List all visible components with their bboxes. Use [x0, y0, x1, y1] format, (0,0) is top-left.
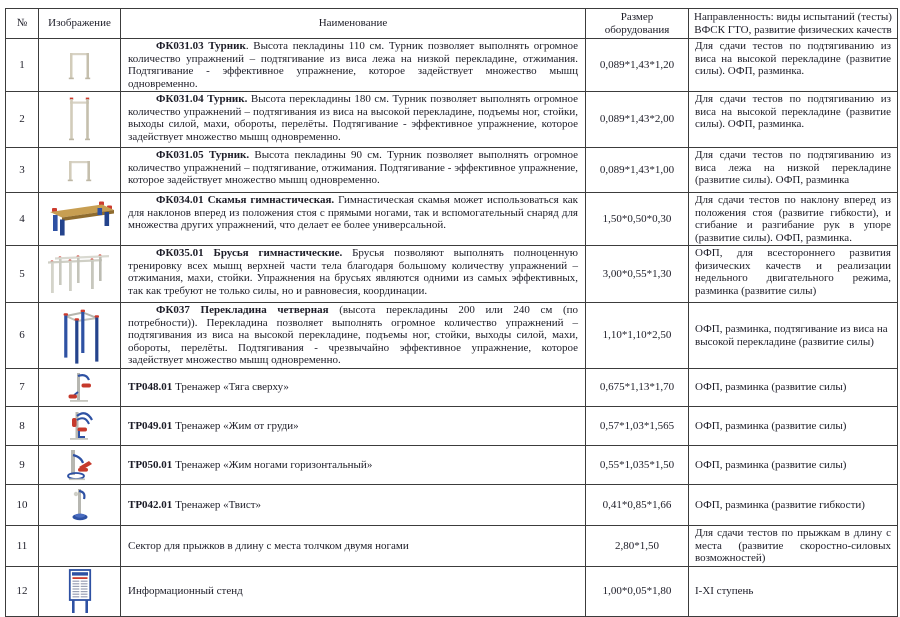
row-number-cell: 6: [6, 303, 39, 369]
gym-bench-image: [39, 193, 121, 246]
row-number-cell: 2: [6, 92, 39, 148]
quad-crossbar-icon: [57, 307, 103, 365]
equipment-size-cell: 1,00*0,05*1,80: [586, 566, 689, 616]
equipment-code: ФК037 Перекладина четверная: [156, 304, 329, 317]
equipment-name-cell: [121, 368, 586, 406]
table-row: [6, 39, 898, 92]
equipment-description: Сектор для прыжков в длину с места толчком двумя ногами: [128, 539, 409, 552]
purpose-cell: ОФП, разминка, подтягивание из виса на высокой перекладине (развитие силы): [689, 303, 898, 369]
table-row: [6, 566, 898, 616]
equipment-name-cell: [121, 92, 586, 148]
trainer-top-pull-icon: [66, 370, 93, 405]
table-row: [6, 445, 898, 484]
purpose-cell: Для сдачи тестов по подтягиванию из виса лежа на низкой перекладине (развитие силы). ОФП, разминка: [689, 148, 898, 193]
equipment-name-cell: [121, 39, 586, 92]
equipment-code: ФК031.03 Турник: [156, 40, 246, 53]
equipment-description: Тренажер «Жим от груди»: [172, 419, 299, 432]
equipment-description: Тренажер «Твист»: [172, 498, 262, 511]
equipment-size-cell: 3,00*0,55*1,30: [586, 246, 689, 303]
equipment-name-cell: [121, 566, 586, 616]
equipment-size-cell: 1,10*1,10*2,50: [586, 303, 689, 369]
table-row: [6, 148, 898, 193]
purpose-cell: ОФП, для всестороннего развития физических качеств и реализации недельного двигательного режима, разминка (развитие силы): [689, 246, 898, 303]
trainer-top-pull-image: [39, 368, 121, 406]
pullup-bar-110-icon: [66, 49, 93, 82]
header-size: Размер оборудования: [586, 9, 689, 39]
equipment-description: Гимнастическая скамья может использоваться как для наклонов вперед из положения стоя с прямыми ногами, так и вспомогательный снаряд для множества других упражнений, что делает ее более универсальной.: [128, 194, 579, 232]
pullup-bar-180-icon: [66, 96, 93, 143]
header-number: №: [6, 9, 39, 39]
parallel-bars-icon: [47, 252, 113, 297]
table-row: [6, 193, 898, 246]
equipment-image-empty: [39, 525, 121, 566]
purpose-cell: ОФП, разминка (развитие силы): [689, 406, 898, 445]
row-number-cell: 4: [6, 193, 39, 246]
equipment-code: ТР050.01: [128, 458, 173, 471]
trainer-twist-image: [39, 484, 121, 525]
equipment-code: ТР049.01: [128, 419, 173, 432]
equipment-size-cell: 0,089*1,43*1,20: [586, 39, 689, 92]
equipment-description: Брусья позволяют выполнять полноценную тренировку всех мышц верхней части тела благодаря большому количеству упражнений – отжимания, махи, стойки. Упражнения на брусьях являются одними из самых эффективных, так как требуют не только силы, но и равновесия, координации.: [128, 247, 578, 297]
equipment-size-cell: 2,80*1,50: [586, 525, 689, 566]
equipment-name-cell: [121, 445, 586, 484]
equipment-code: ФК034.01 Скамья гимнастическая.: [156, 194, 335, 207]
purpose-cell: ОФП, разминка (развитие гибкости): [689, 484, 898, 525]
purpose-cell: I-XI ступень: [689, 566, 898, 616]
equipment-size-cell: 0,57*1,03*1,565: [586, 406, 689, 445]
equipment-name-cell: [121, 193, 586, 246]
equipment-name-cell: [121, 148, 586, 193]
equipment-size-cell: 0,41*0,85*1,66: [586, 484, 689, 525]
row-number-cell: 9: [6, 445, 39, 484]
equipment-size-cell: 1,50*0,50*0,30: [586, 193, 689, 246]
equipment-name-cell: [121, 246, 586, 303]
table-row: [6, 406, 898, 445]
trainer-chest-press-image: [39, 406, 121, 445]
parallel-bars-image: [39, 246, 121, 303]
equipment-name-cell: [121, 303, 586, 369]
table-row: [6, 368, 898, 406]
table-row: [6, 525, 898, 566]
equipment-code: ФК035.01 Брусья гимнастические.: [156, 247, 343, 260]
equipment-code: ТР048.01: [128, 381, 173, 394]
trainer-chest-press-icon: [66, 408, 94, 444]
equipment-size-cell: 0,089*1,43*2,00: [586, 92, 689, 148]
equipment-description: (высота перекладины 200 или 240 см (по потребности)). Перекладина позволяет выполнять огромное количество упражнений – подтягивания из виса на высокой перекладине, подъемы ног, стойки, выходы силой, махи, обороты, перелёты. Подтягивания - чрезвычайно эффективное упражнение, которое задействует множество мышц одновременно.: [128, 304, 578, 367]
header-name: Наименование: [121, 9, 586, 39]
trainer-leg-press-image: [39, 445, 121, 484]
row-number-cell: 10: [6, 484, 39, 525]
equipment-code: ФК031.04 Турник.: [156, 93, 248, 106]
equipment-size-cell: 0,675*1,13*1,70: [586, 368, 689, 406]
equipment-size-cell: 0,55*1,035*1,50: [586, 445, 689, 484]
row-number-cell: 8: [6, 406, 39, 445]
pullup-bar-180-image: [39, 92, 121, 148]
purpose-cell: ОФП, разминка (развитие силы): [689, 368, 898, 406]
equipment-description: Высота пекладины 90 см. Турник позволяет выполнять огромное количество упражнений – подтягивание, отжимания. Подтягивание - эффективное упражнение, которое задействует множество мышц одновременно.: [128, 149, 578, 187]
pullup-bar-90-icon: [64, 157, 95, 184]
row-number-cell: 1: [6, 39, 39, 92]
header-image: Изображение: [39, 9, 121, 39]
table-row: [6, 92, 898, 148]
table-header: [6, 9, 898, 39]
info-stand-icon: [65, 568, 95, 615]
equipment-description: Информационный стенд: [128, 585, 243, 598]
equipment-table-body: [6, 39, 898, 617]
info-stand-image: [39, 566, 121, 616]
trainer-leg-press-icon: [65, 447, 95, 483]
purpose-cell: Для сдачи тестов по подтягиванию из виса на высокой перекладине (развитие силы). ОФП, разминка.: [689, 92, 898, 148]
purpose-cell: Для сдачи тестов по наклону вперед из положения стоя (развитие гибкости), и сгибание и разгибание рук в упоре (развитие силы). ОФП, разминка.: [689, 193, 898, 246]
table-row: [6, 303, 898, 369]
trainer-twist-icon: [69, 486, 91, 524]
equipment-code: ФК031.05 Турник.: [156, 149, 250, 162]
equipment-description: Тренажер «Жим ногами горизонтальный»: [172, 458, 373, 471]
purpose-cell: Для сдачи тестов по подтягиванию из виса на высокой перекладине (развитие силы). ОФП, разминка.: [689, 39, 898, 92]
quad-crossbar-image: [39, 303, 121, 369]
equipment-description: . Высота пекладины 110 см. Турник позволяет выполнять огромное количество упражнений – подтягивание из виса лежа на низкой перекладине, отжимания. Подтягивание - эффективное упражнение, которое задействует множество мышц одновременно.: [128, 40, 578, 90]
purpose-cell: Для сдачи тестов по прыжкам в длину с места (развитие скоростно-силовых возможностей): [689, 525, 898, 566]
row-number-cell: 12: [6, 566, 39, 616]
equipment-description: Тренажер «Тяга сверху»: [172, 381, 289, 394]
table-row: [6, 484, 898, 525]
equipment-name-cell: [121, 406, 586, 445]
equipment-name-cell: [121, 525, 586, 566]
header-row: [6, 9, 898, 39]
gym-bench-icon: [44, 200, 116, 238]
pullup-bar-90-image: [39, 148, 121, 193]
pullup-bar-110-image: [39, 39, 121, 92]
equipment-code: ТР042.01: [128, 498, 173, 511]
row-number-cell: 3: [6, 148, 39, 193]
row-number-cell: 5: [6, 246, 39, 303]
equipment-table: [5, 8, 898, 617]
equipment-size-cell: 0,089*1,43*1,00: [586, 148, 689, 193]
header-purpose: Направленность: виды испытаний (тесты) ВФСК ГТО, развитие физических качеств: [689, 9, 898, 39]
row-number-cell: 7: [6, 368, 39, 406]
table-row: [6, 246, 898, 303]
equipment-name-cell: [121, 484, 586, 525]
purpose-cell: ОФП, разминка (развитие силы): [689, 445, 898, 484]
row-number-cell: 11: [6, 525, 39, 566]
equipment-description: Высота перекладины 180 см. Турник позволяет выполнять огромное количество упражнений – подтягивания из виса на высокой перекладине, подъемы ног, стойки, выходы силой, махи, обороты, перелёты. Подтягивание - эффективное упражнение, которое задействует множество мышц одновременно.: [128, 93, 578, 143]
